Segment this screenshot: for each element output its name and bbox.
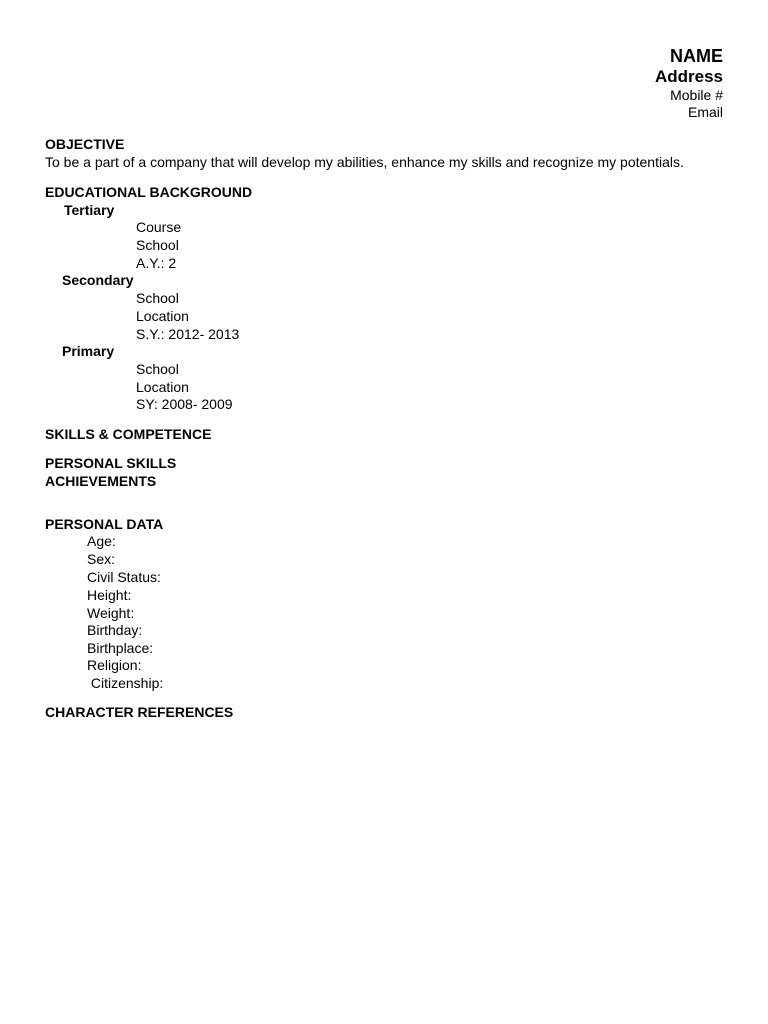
primary-location: Location xyxy=(136,379,189,395)
primary-school: School xyxy=(136,361,179,377)
objective-text: To be a part of a company that will develop my abilities, enhance my skills and recognize my potentials. xyxy=(45,154,684,170)
secondary-label: Secondary xyxy=(62,272,134,288)
field-sex: Sex: xyxy=(87,551,116,567)
primary-label: Primary xyxy=(62,343,115,359)
achievements-heading: ACHIEVEMENTS xyxy=(45,473,157,489)
secondary-location: Location xyxy=(136,308,189,324)
field-birthplace: Birthplace: xyxy=(87,640,154,656)
secondary-school: School xyxy=(136,290,179,306)
tertiary-year: A.Y.: 2 xyxy=(136,255,177,271)
references-heading: CHARACTER REFERENCES xyxy=(45,704,234,720)
education-heading: EDUCATIONAL BACKGROUND xyxy=(45,184,253,200)
field-citizenship: Citizenship: xyxy=(87,675,164,691)
applicant-mobile: Mobile # xyxy=(670,87,723,103)
field-birthday: Birthday: xyxy=(87,622,143,638)
field-height: Height: xyxy=(87,587,132,603)
applicant-address: Address xyxy=(654,67,723,86)
tertiary-school: School xyxy=(136,237,179,253)
personal-data-heading: PERSONAL DATA xyxy=(45,516,164,532)
personal-skills-heading: PERSONAL SKILLS xyxy=(45,455,177,471)
field-religion: Religion: xyxy=(87,657,142,673)
applicant-name: NAME xyxy=(670,46,723,66)
tertiary-course: Course xyxy=(136,219,182,235)
objective-heading: OBJECTIVE xyxy=(45,136,125,152)
primary-year: SY: 2008- 2009 xyxy=(136,396,233,412)
tertiary-label: Tertiary xyxy=(64,202,115,218)
secondary-year: S.Y.: 2012- 2013 xyxy=(136,326,240,342)
field-weight: Weight: xyxy=(87,605,135,621)
applicant-email: Email xyxy=(687,104,723,120)
skills-heading: SKILLS & COMPETENCE xyxy=(45,426,212,442)
field-civil-status: Civil Status: xyxy=(87,569,161,585)
resume-header xyxy=(655,46,723,121)
field-age: Age: xyxy=(87,533,116,549)
